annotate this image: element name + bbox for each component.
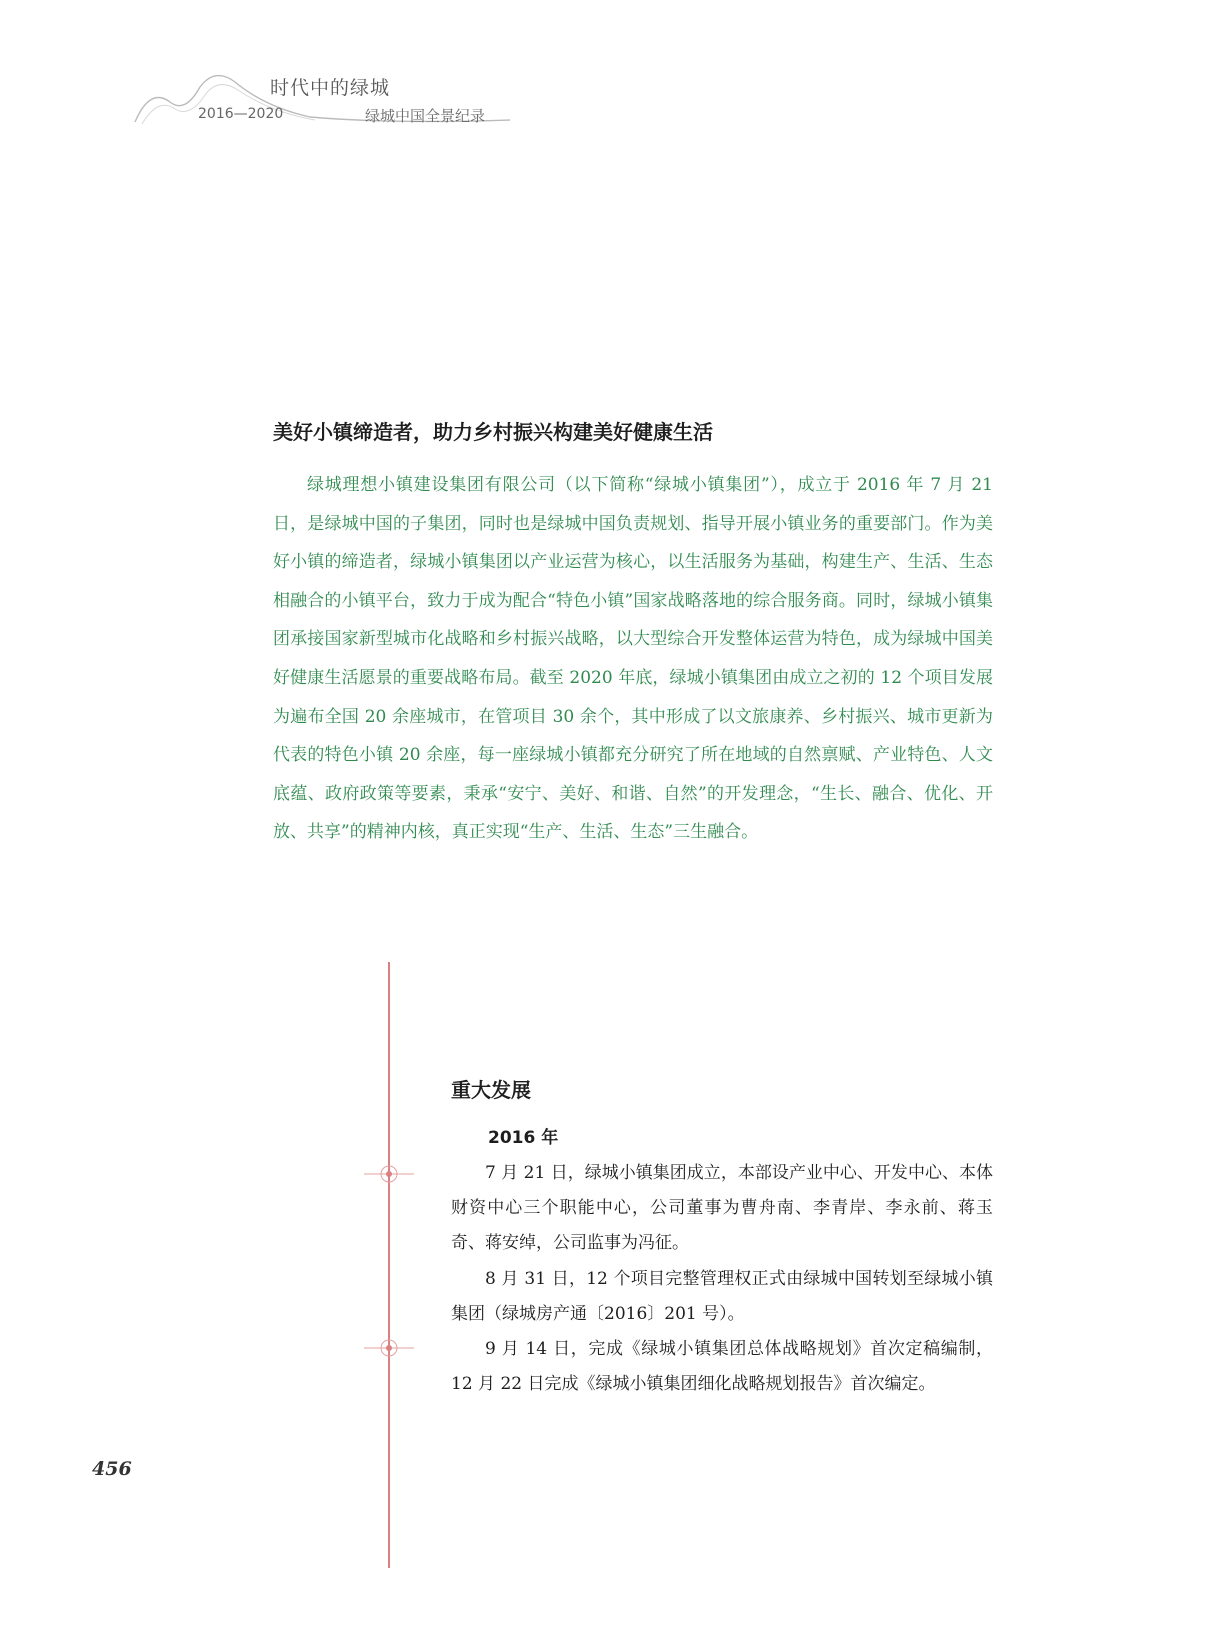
header-subtitle: 绿城中国全景纪录 xyxy=(365,107,486,125)
timeline-marker-icon xyxy=(364,1338,414,1358)
intro-paragraph: 绿城理想小镇建设集团有限公司（以下简称“绿城小镇集团”），成立于 2016 年 7 月 21 日，是绿城中国的子集团，同时也是绿城中国负责规划、指导开展小镇业务的重要部门。作为美好小镇的缔造者，绿城小镇集团以产业运营为核心，以生活服务为基础，构建生产、生活、生态相融合的小镇平台，致力于成为配合“特色小镇”国家战略落地的综合服务商。同时，绿城小镇集团承接国家新型城市化战略和乡村振兴战略，以大型综合开发整体运营为特色，成为绿城中国美好健康生活愿景的重要战略布局。截至 2020 年底，绿城小镇集团由成立之初的 12 个项目发展为遍布全国 20 余座城市，在管项目 30 余个，其中形成了以文旅康养、乡村振兴、城市更新为代表的特色小镇 20 余座，每一座绿城小镇都充分研究了所在地域的自然禀赋、产业特色、人文底蕴、政府政策等要素，秉承“安宁、美好、和谐、自然”的开发理念，“生长、融合、优化、开放、共享”的精神内核，真正实现“生产、生活、生态”三生融合。 xyxy=(273,475,993,843)
development-entry: 7 月 21 日，绿城小镇集团成立，本部设产业中心、开发中心、本体财资中心三个职能中心，公司董事为曹舟南、李青岸、李永前、蒋玉奇、蒋安绰，公司监事为冯征。 xyxy=(451,1163,993,1254)
development-heading: 重大发展 xyxy=(451,1078,531,1102)
header-years: 2016—2020 xyxy=(198,106,284,122)
development-entry: 8 月 31 日，12 个项目完整管理权正式由绿城中国转划至绿城小镇集团（绿城房产通〔2016〕201 号）。 xyxy=(451,1268,993,1324)
timeline-marker-icon xyxy=(364,1164,414,1184)
page-number: 456 xyxy=(92,1458,132,1480)
development-entry: 9 月 14 日，完成《绿城小镇集团总体战略规划》首次定稿编制，12 月 22 日完成《绿城小镇集团细化战略规划报告》首次编定。 xyxy=(451,1339,993,1395)
section-heading: 美好小镇缔造者，助力乡村振兴构建美好健康生活 xyxy=(273,420,713,444)
timeline-line xyxy=(388,962,390,1568)
header-title: 时代中的绿城 xyxy=(270,77,391,99)
development-entries xyxy=(451,1156,993,1402)
development-year: 2016 年 xyxy=(488,1128,559,1148)
